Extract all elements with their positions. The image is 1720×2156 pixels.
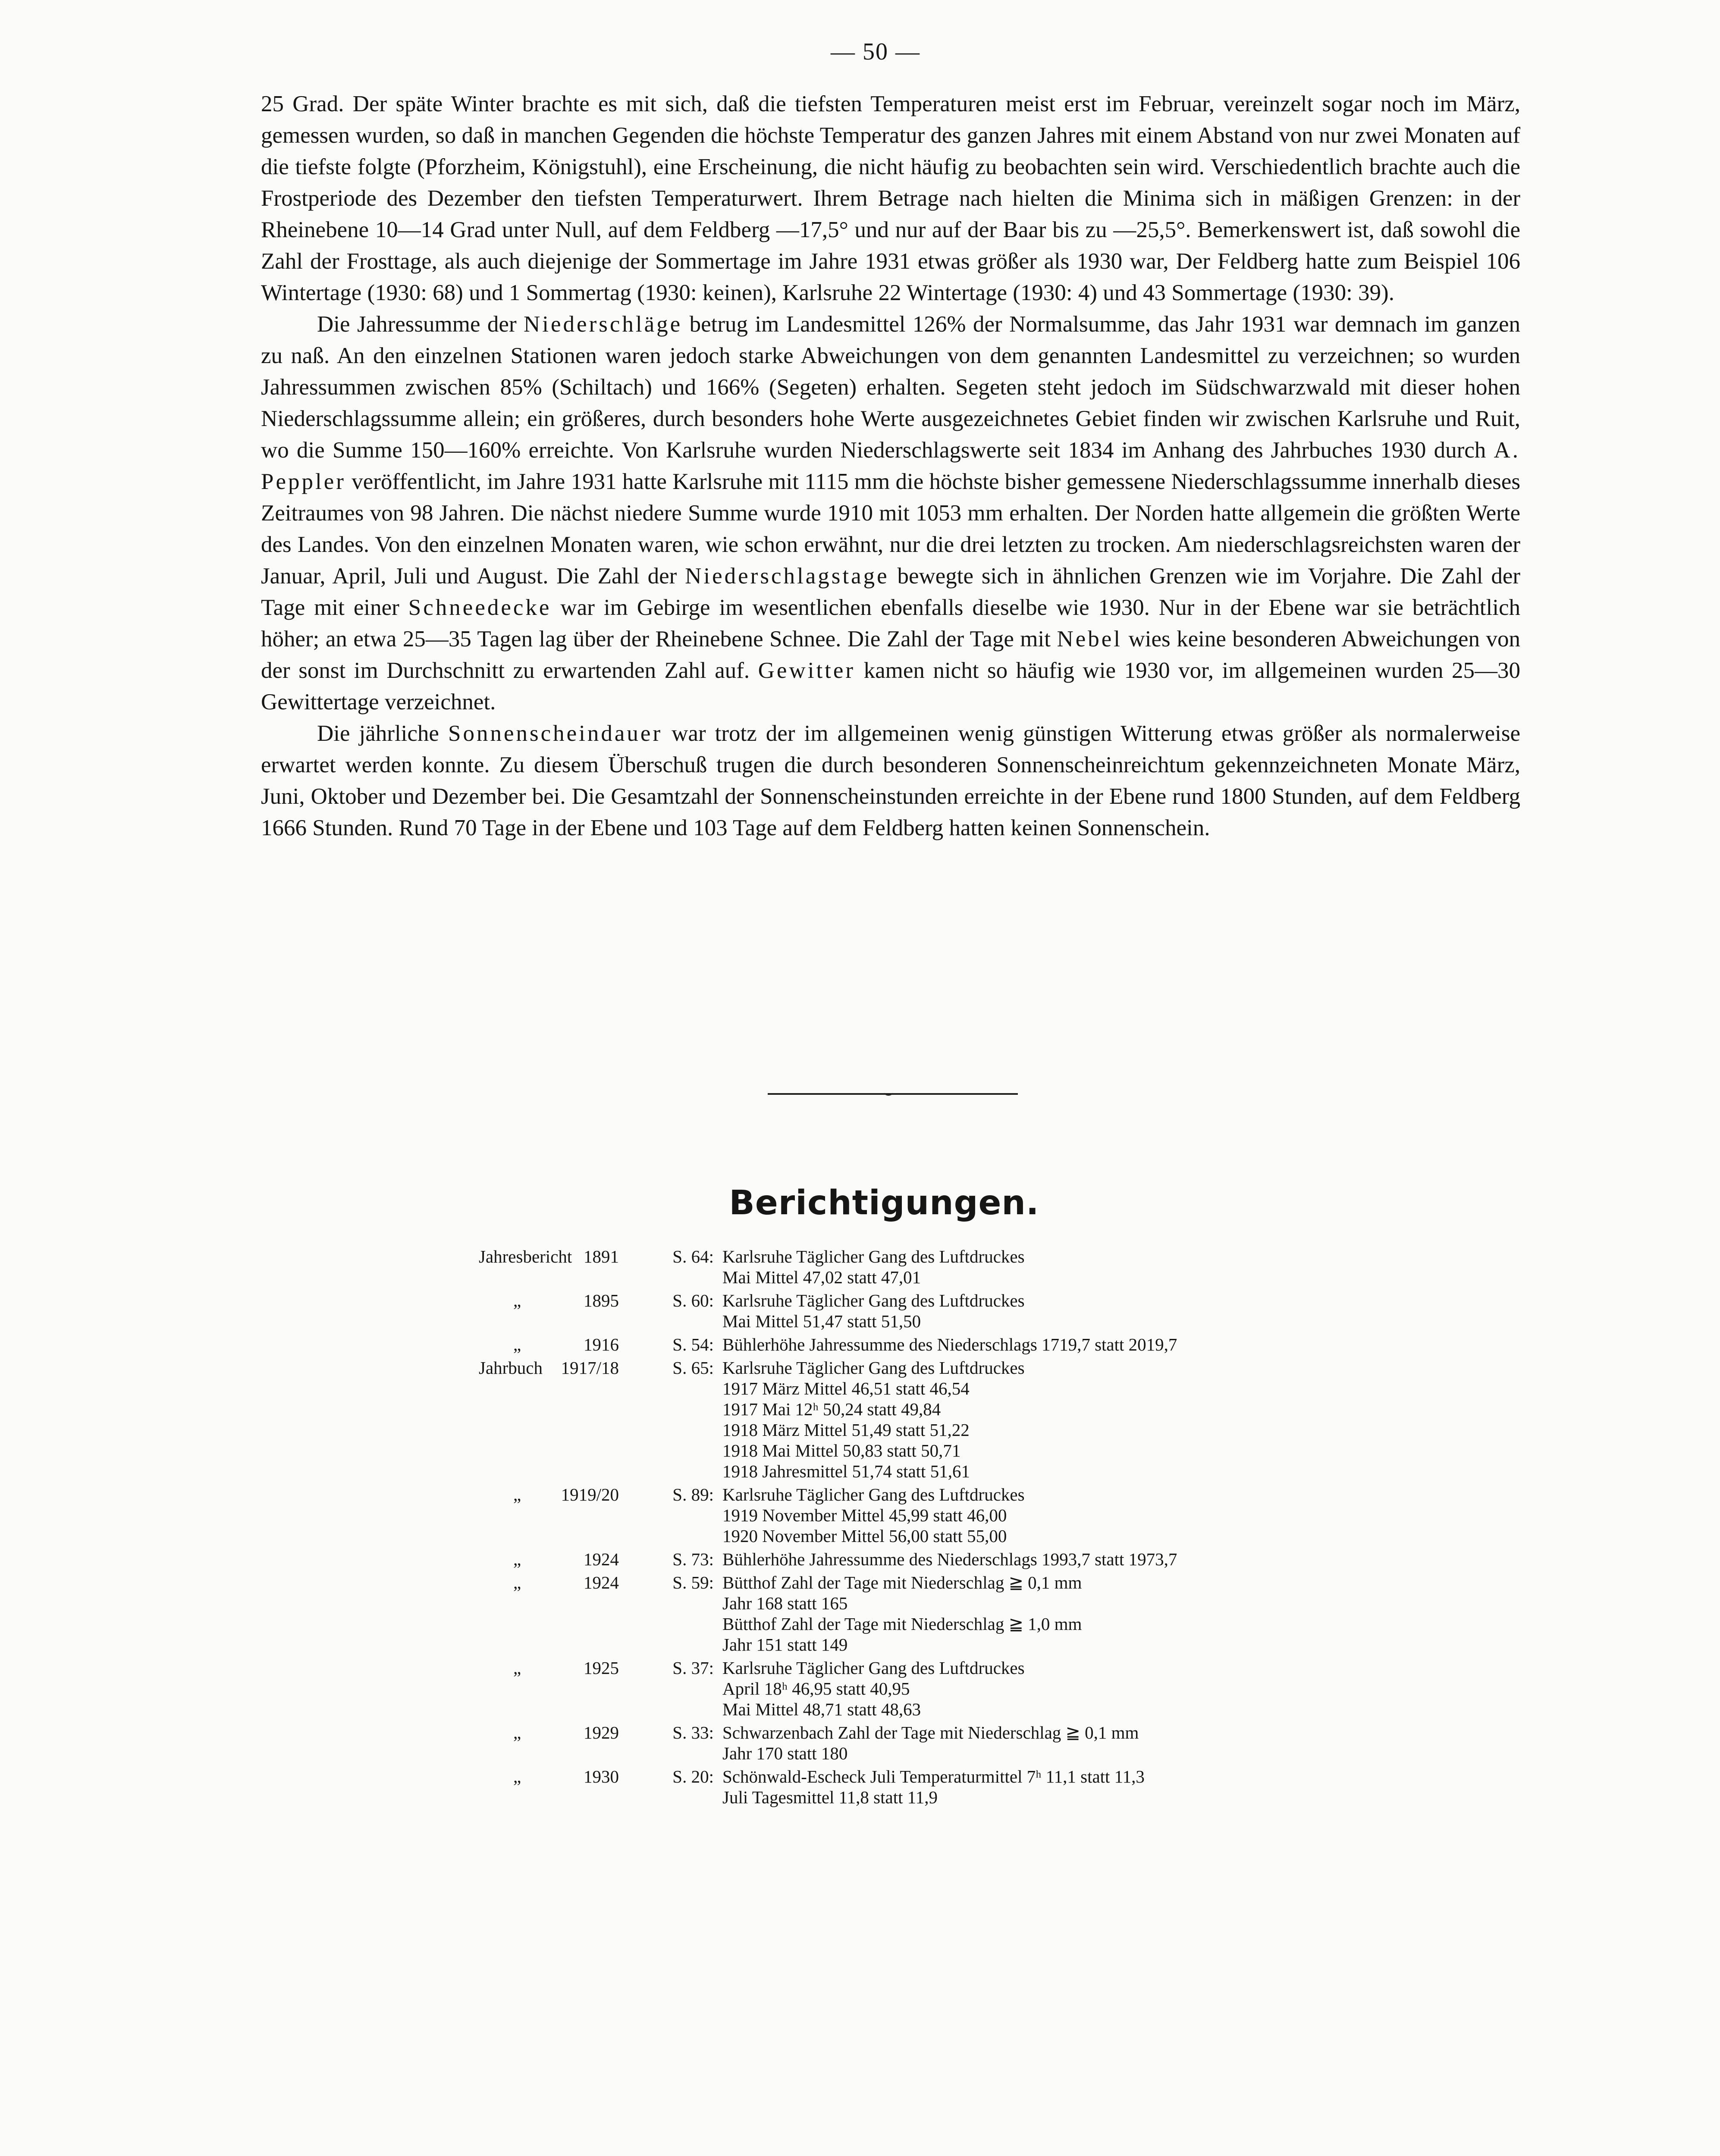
errata-correction-line: Karlsruhe Täglicher Gang des Luftdruckes bbox=[722, 1485, 1025, 1504]
emphasized-term: Niederschläge bbox=[524, 312, 683, 337]
errata-page: S. 33: bbox=[672, 1723, 714, 1742]
errata-correction-line: 1918 Jahresmittel 51,74 statt 51,61 bbox=[722, 1461, 970, 1481]
errata-correction-line: 1918 Mai Mittel 50,83 statt 50,71 bbox=[722, 1441, 961, 1460]
paragraph-text: bewegte sich in ähnlichen Grenzen wie im Vorjahre. Die Zahl der Tage mit einer bbox=[261, 564, 1521, 620]
errata-correction-line: Jahr 151 statt 149 bbox=[722, 1635, 848, 1655]
errata-corrections bbox=[722, 1290, 1720, 1332]
errata-entry bbox=[0, 1549, 1720, 1570]
emphasized-term: Gewitter bbox=[758, 658, 856, 683]
body-paragraph bbox=[261, 309, 1520, 718]
paragraph-text: kamen nicht so häufig wie 1930 vor, im allgemeinen wurden 25—30 Gewittertage verzeichnet. bbox=[261, 658, 1520, 714]
paragraph-text: war trotz der im allgemeinen wenig günstigen Witterung etwas größer als normalerweise erwartet werden konnte. Zu diesem Überschuß trugen die durch besonderen Sonnenscheinreichtum gekennzeichneten Monate März, Juni, Oktober und Dezember bei. Die Gesamtzahl der Sonnenscheinstunden erreichte in der Ebene rund 1800 Stunden, auf dem Feldberg 1666 Stunden. Rund 70 Tage in der Ebene und 103 Tage auf dem Feldberg hatten keinen Sonnenschein. bbox=[261, 721, 1521, 840]
errata-year: 1916 bbox=[584, 1335, 619, 1354]
body-paragraph bbox=[261, 88, 1520, 309]
section-divider-ornament bbox=[884, 1090, 893, 1096]
paragraph-text: 25 Grad. Der späte Winter brachte es mit sich, daß die tiefsten Temperaturen meist erst im Februar, vereinzelt sogar noch im März, gemessen wurden, so daß in manchen Gegenden die höchste Temperatur des ganzen Jahres mit einem Abstand von nur zwei Monaten auf die tiefste folgte (Pforzheim, Königstuhl), eine Erscheinung, die nicht häufig zu beobachten sein wird. Verschiedentlich brachte auch die Frostperiode des Dezember den tiefsten Temperaturwert. Ihrem Betrage nach hielten die Minima sich in mäßigen Grenzen: in der Rheinebene 10—14 Grad unter Null, auf dem Feldberg —17,5° und nur auf der Baar bis zu —25,5°. Bemerkenswert ist, daß sowohl die Zahl der Frosttage, als auch diejenige der Sommertage im Jahre 1931 etwas größer als 1930 war, Der Feldberg hatte zum Beispiel 106 Wintertage (1930: 68) und 1 Sommertag (1930: keinen), Karlsruhe 22 Wintertage (1930: 4) und 43 Sommertage (1930: 39). bbox=[261, 91, 1520, 305]
errata-correction-line: 1918 März Mittel 51,49 statt 51,22 bbox=[722, 1420, 970, 1440]
paragraph-text: betrug im Landesmittel 126% der Normalsumme, das Jahr 1931 war demnach im ganzen zu naß. An den einzelnen Stationen waren jedoch starke Abweichungen von dem genannten Landesmittel zu verzeichnen; so wurden Jahressummen zwischen 85% (Schiltach) und 166% (Segeten) erhalten. Segeten steht jedoch im Südschwarzwald mit dieser hohen Niederschlagssumme allein; ein größeres, durch besonders hohe Werte ausgezeichnetes Gebiet finden wir zwischen Karlsruhe und Ruit, wo die Summe 150—160% erreichte. Von Karlsruhe wurden Niederschlagswerte seit 1834 im Anhang des Jahrbuches 1930 durch bbox=[261, 312, 1520, 463]
section-divider bbox=[768, 1093, 1018, 1095]
errata-correction-line: Mai Mittel 51,47 statt 51,50 bbox=[722, 1311, 921, 1331]
errata-year: 1891 bbox=[584, 1247, 619, 1266]
errata-corrections bbox=[722, 1766, 1720, 1808]
emphasized-term: A. Peppler bbox=[261, 438, 1520, 494]
paragraph-text: veröffentlicht, im Jahre 1931 hatte Karlsruhe mit 1115 mm die höchste bisher gemessene Niederschlagssumme innerhalb dieses Zeitraumes von 98 Jahren. Die nächst niedere Summe wurde 1910 mit 1053 mm erhalten. Der Norden hatte allgemein die größten Werte des Landes. Von den einzelnen Monaten waren, wie schon erwähnt, nur die drei letzten zu trocken. Am niederschlagsreichsten waren der Januar, April, Juli und August. Die Zahl der bbox=[261, 469, 1520, 589]
errata-page: S. 37: bbox=[672, 1658, 714, 1678]
errata-corrections bbox=[722, 1572, 1720, 1655]
errata-year: 1919/20 bbox=[561, 1485, 619, 1504]
errata-correction-line: Bühlerhöhe Jahressumme des Niederschlags 1719,7 statt 2019,7 bbox=[722, 1335, 1177, 1354]
errata-correction-line: April 18ʰ 46,95 statt 40,95 bbox=[722, 1679, 910, 1698]
errata-ditto-mark: „ bbox=[513, 1658, 521, 1678]
errata-ditto-mark: „ bbox=[513, 1549, 521, 1569]
body-text bbox=[261, 88, 1520, 844]
errata-year: 1895 bbox=[584, 1291, 619, 1310]
errata-heading: Berichtigungen. bbox=[729, 1184, 1039, 1222]
errata-source: Jahrbuch bbox=[479, 1358, 543, 1378]
body-paragraph bbox=[261, 718, 1520, 844]
errata-correction-line: Bütthof Zahl der Tage mit Niederschlag ≧ 0,1 mm bbox=[722, 1573, 1082, 1592]
errata-correction-line: 1919 November Mittel 45,99 statt 46,00 bbox=[722, 1505, 1007, 1525]
errata-entry bbox=[0, 1290, 1720, 1332]
errata-entry bbox=[0, 1357, 1720, 1482]
errata-page: S. 59: bbox=[672, 1573, 714, 1592]
errata-corrections bbox=[722, 1334, 1720, 1355]
errata-page: S. 65: bbox=[672, 1358, 714, 1378]
errata-ditto-mark: „ bbox=[513, 1723, 521, 1742]
errata-correction-line: Mai Mittel 47,02 statt 47,01 bbox=[722, 1267, 921, 1287]
errata-correction-line: Karlsruhe Täglicher Gang des Luftdruckes bbox=[722, 1291, 1025, 1310]
errata-page: S. 64: bbox=[672, 1247, 714, 1266]
errata-year: 1929 bbox=[584, 1723, 619, 1742]
errata-page: S. 20: bbox=[672, 1767, 714, 1786]
paragraph-text: war im Gebirge im wesentlichen ebenfalls dieselbe wie 1930. Nur in der Ebene war sie beträchtlich höher; an etwa 25—35 Tagen lag über der Rheinebene Schnee. Die Zahl der Tage mit bbox=[261, 595, 1520, 652]
errata-year: 1924 bbox=[584, 1573, 619, 1592]
errata-entry bbox=[0, 1572, 1720, 1655]
paragraph-text: wies keine besonderen Abweichungen von der sonst im Durchschnitt zu erwartenden Zahl auf. bbox=[261, 627, 1521, 683]
errata-corrections bbox=[722, 1246, 1720, 1288]
emphasized-term: Sonnenscheindauer bbox=[448, 721, 663, 746]
errata-ditto-mark: „ bbox=[513, 1767, 521, 1786]
errata-entry bbox=[0, 1484, 1720, 1546]
errata-entry bbox=[0, 1658, 1720, 1720]
errata-year: 1924 bbox=[584, 1549, 619, 1569]
errata-corrections bbox=[722, 1357, 1720, 1482]
errata-ditto-mark: „ bbox=[513, 1573, 521, 1592]
errata-ditto-mark: „ bbox=[513, 1335, 521, 1354]
errata-list bbox=[0, 1246, 1720, 1808]
errata-correction-line: Juli Tagesmittel 11,8 statt 11,9 bbox=[722, 1787, 938, 1807]
errata-correction-line: Karlsruhe Täglicher Gang des Luftdruckes bbox=[722, 1358, 1025, 1378]
errata-entry bbox=[0, 1766, 1720, 1808]
errata-corrections bbox=[722, 1722, 1720, 1764]
page-number: — 50 — bbox=[831, 38, 920, 65]
errata-correction-line: Bütthof Zahl der Tage mit Niederschlag ≧ 1,0 mm bbox=[722, 1614, 1082, 1634]
errata-correction-line: Karlsruhe Täglicher Gang des Luftdruckes bbox=[722, 1658, 1025, 1678]
errata-ditto-mark: „ bbox=[513, 1485, 521, 1504]
errata-source: Jahresbericht bbox=[479, 1247, 572, 1266]
errata-correction-line: 1917 März Mittel 46,51 statt 46,54 bbox=[722, 1379, 970, 1398]
errata-correction-line: 1920 November Mittel 56,00 statt 55,00 bbox=[722, 1526, 1007, 1546]
errata-correction-line: Jahr 168 statt 165 bbox=[722, 1593, 848, 1613]
paragraph-text: Die jährliche bbox=[317, 721, 448, 746]
errata-correction-line: Schwarzenbach Zahl der Tage mit Niederschlag ≧ 0,1 mm bbox=[722, 1723, 1139, 1742]
errata-page: S. 54: bbox=[672, 1335, 714, 1354]
emphasized-term: Nebel bbox=[1057, 627, 1123, 652]
errata-correction-line: Jahr 170 statt 180 bbox=[722, 1743, 848, 1763]
errata-entry bbox=[0, 1334, 1720, 1355]
errata-page: S. 73: bbox=[672, 1549, 714, 1569]
errata-year: 1917/18 bbox=[561, 1358, 619, 1378]
errata-entry bbox=[0, 1246, 1720, 1288]
errata-year: 1925 bbox=[584, 1658, 619, 1678]
errata-correction-line: Karlsruhe Täglicher Gang des Luftdruckes bbox=[722, 1247, 1025, 1266]
errata-correction-line: Schönwald-Escheck Juli Temperaturmittel 7ʰ 11,1 statt 11,3 bbox=[722, 1767, 1145, 1786]
errata-corrections bbox=[722, 1658, 1720, 1720]
errata-correction-line: Mai Mittel 48,71 statt 48,63 bbox=[722, 1699, 921, 1719]
paragraph-text: Die Jahressumme der bbox=[317, 312, 524, 337]
errata-corrections bbox=[722, 1484, 1720, 1546]
errata-ditto-mark: „ bbox=[513, 1291, 521, 1310]
errata-corrections bbox=[722, 1549, 1720, 1570]
errata-page: S. 60: bbox=[672, 1291, 714, 1310]
emphasized-term: Niederschlagstage bbox=[685, 564, 889, 589]
errata-correction-line: 1917 Mai 12ʰ 50,24 statt 49,84 bbox=[722, 1399, 941, 1419]
errata-year: 1930 bbox=[584, 1767, 619, 1786]
errata-page: S. 89: bbox=[672, 1485, 714, 1504]
errata-entry bbox=[0, 1722, 1720, 1764]
errata-correction-line: Bühlerhöhe Jahressumme des Niederschlags 1993,7 statt 1973,7 bbox=[722, 1549, 1177, 1569]
emphasized-term: Schneedecke bbox=[408, 595, 552, 620]
